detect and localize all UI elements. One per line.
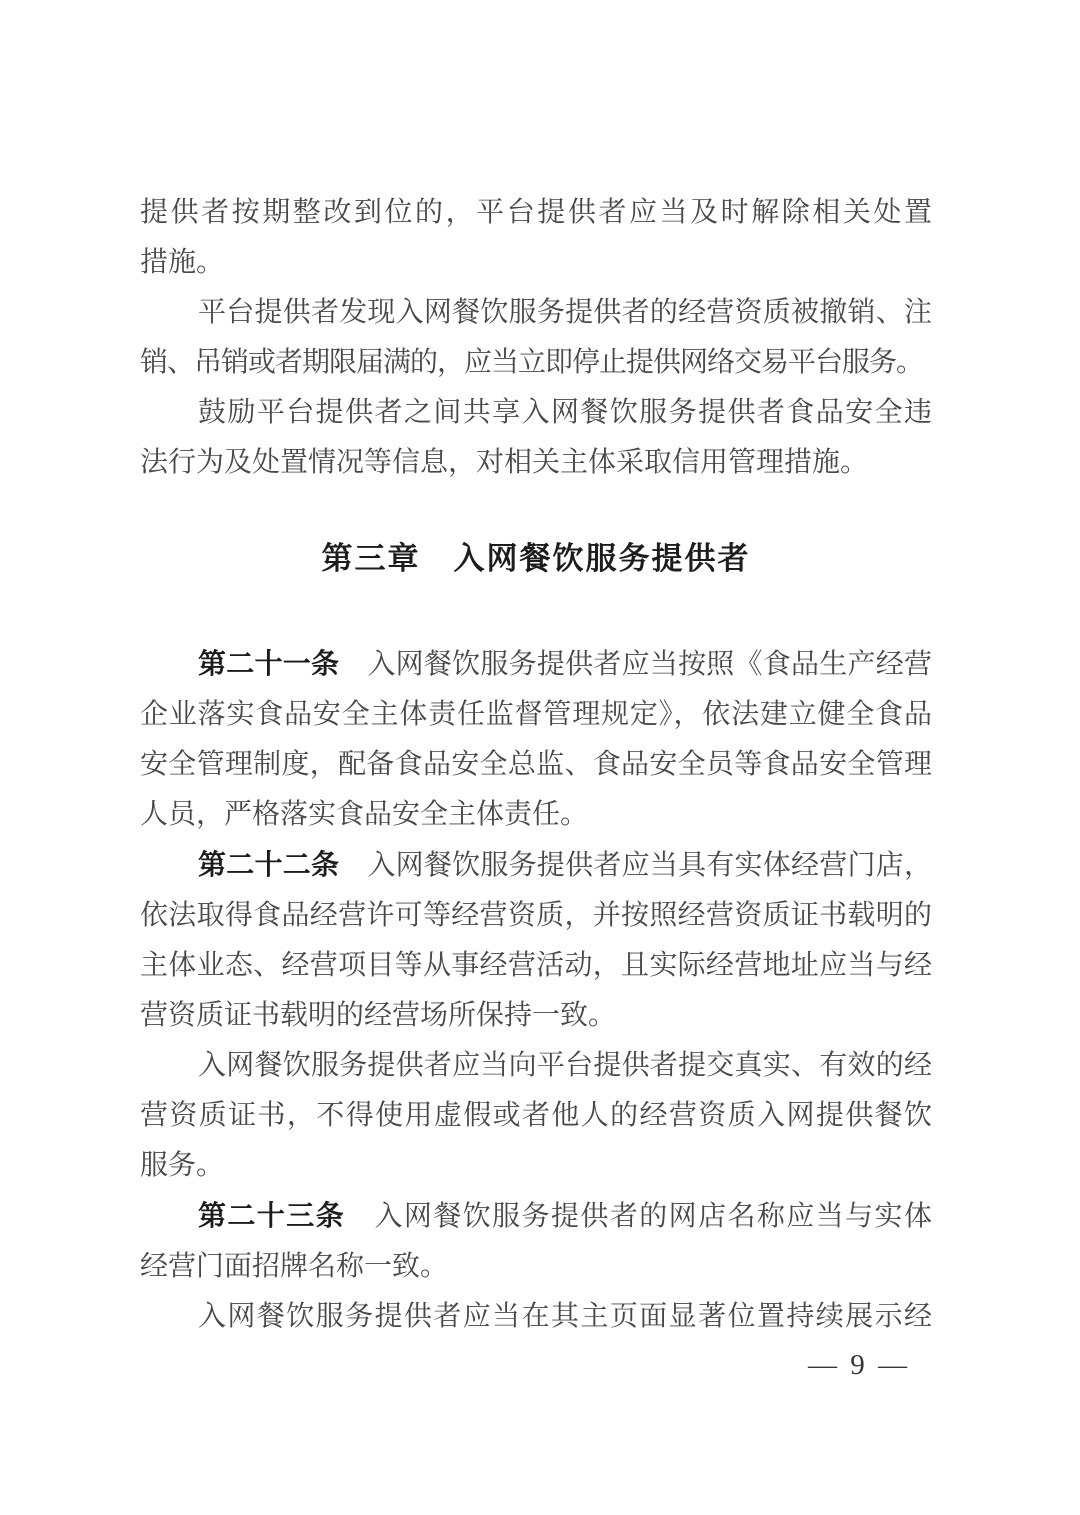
text-line: 企业落实食品安全主体责任监督管理规定》，依法建立健全食品	[140, 699, 932, 730]
text-line: 销、吊销或者期限届满的，应当立即停止提供网络交易平台服务。	[140, 347, 924, 378]
paragraph	[140, 1191, 932, 1292]
text-line: 鼓励平台提供者之间共享入网餐饮服务提供者食品安全违	[198, 397, 932, 428]
article-number: 第二十三条	[198, 1199, 346, 1232]
text-line: 法行为及处置情况等信息，对相关主体采取信用管理措施。	[140, 447, 869, 478]
text-line: 依法取得食品经营许可等经营资质，并按照经营资质证书载明的	[140, 900, 932, 931]
text-line: 主体业态、经营项目等从事经营活动，且实际经营地址应当与经	[140, 950, 932, 981]
text-line: 人员，严格落实食品安全主体责任。	[140, 799, 589, 830]
paragraph	[140, 1041, 932, 1191]
page-number: — 9 —	[808, 1349, 910, 1381]
article-number: 第二十一条	[198, 647, 340, 680]
text-line: 服务。	[140, 1150, 225, 1181]
text-line: 入网餐饮服务提供者应当在其主页面显著位置持续展示经	[198, 1301, 932, 1332]
paragraph	[140, 288, 932, 388]
text-line: 第二十一条 入网餐饮服务提供者应当按照《食品生产经营	[198, 647, 932, 680]
paragraph	[140, 1292, 932, 1342]
paragraph	[140, 840, 932, 1041]
text-line: 措施。	[140, 247, 225, 278]
chapter-heading: 第三章 入网餐饮服务提供者	[321, 541, 751, 577]
text-line: 平台提供者发现入网餐饮服务提供者的经营资质被撤销、注	[198, 297, 932, 328]
article-number: 第二十二条	[198, 848, 340, 881]
paragraph	[140, 388, 932, 488]
text-line: 营资质证书，不得使用虚假或者他人的经营资质入网提供餐饮	[140, 1100, 932, 1131]
text-line: 经营门面招牌名称一致。	[140, 1251, 449, 1282]
paragraph	[140, 188, 932, 288]
text-line: 第二十三条 入网餐饮服务提供者的网店名称应当与实体	[198, 1199, 932, 1232]
paragraph	[140, 639, 932, 840]
text-line: 提供者按期整改到位的，平台提供者应当及时解除相关处置	[140, 197, 932, 228]
text-line: 第二十二条 入网餐饮服务提供者应当具有实体经营门店，	[198, 848, 932, 881]
text-line: 入网餐饮服务提供者应当向平台提供者提交真实、有效的经	[198, 1050, 932, 1081]
text-line: 营资质证书载明的经营场所保持一致。	[140, 1000, 617, 1031]
text-line: 安全管理制度，配备食品安全总监、食品安全员等食品安全管理	[140, 749, 932, 780]
